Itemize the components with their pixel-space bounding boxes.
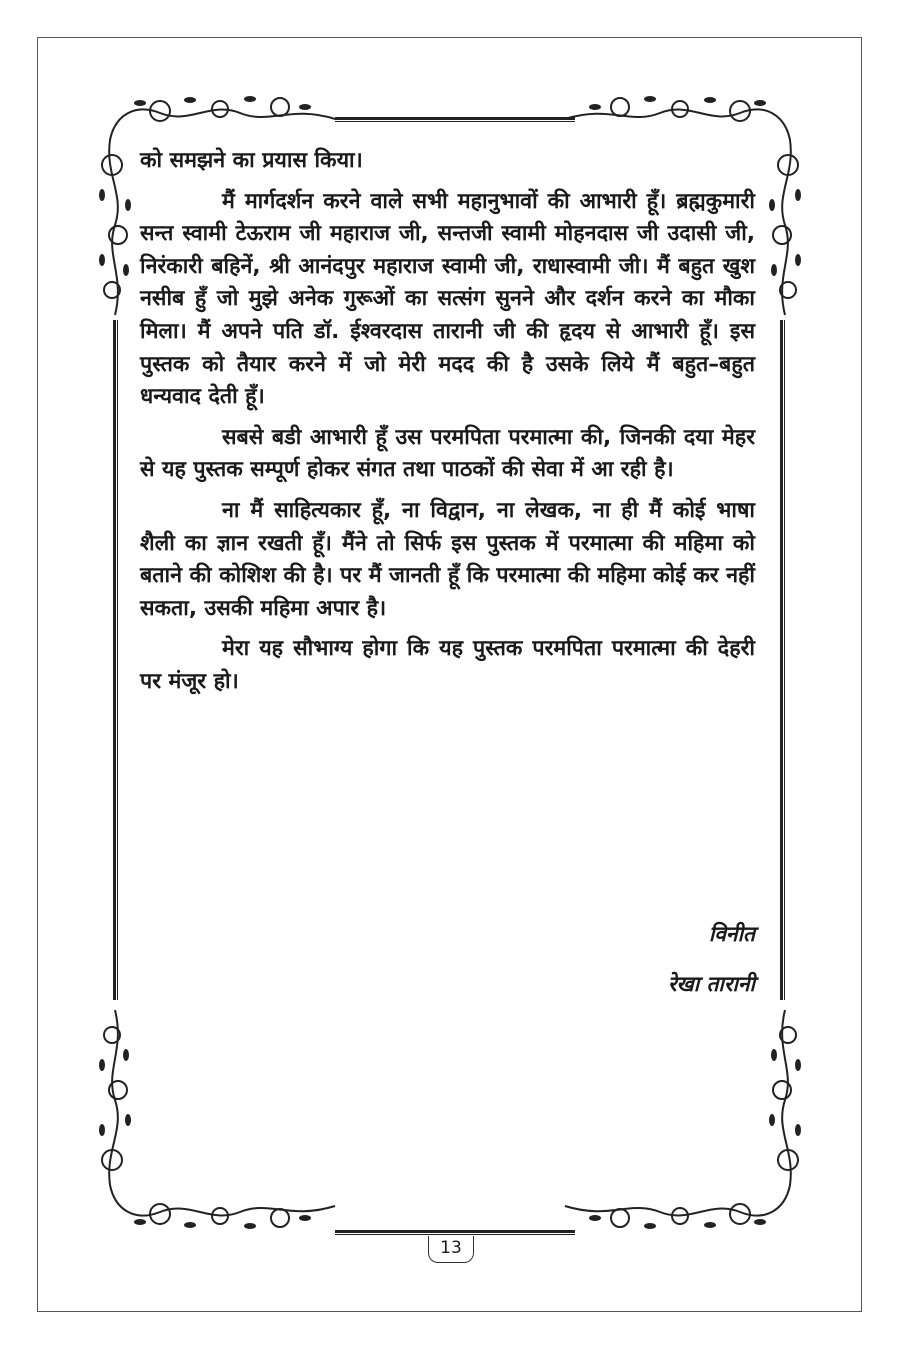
author-name: रेखा तारानी	[667, 972, 755, 996]
corner-ornament-bottom-right	[560, 1000, 810, 1240]
page-number: 13	[428, 1236, 474, 1263]
border-right-rule	[780, 320, 785, 1000]
border-top-rule	[335, 117, 575, 122]
border-bottom-rule	[335, 1230, 575, 1235]
body-text	[140, 145, 755, 699]
border-left-rule	[113, 320, 118, 1000]
paragraph: को समझने का प्रयास किया।	[140, 148, 363, 173]
corner-ornament-bottom-left	[90, 1000, 340, 1240]
closing-salutation: विनीत	[708, 922, 755, 946]
paragraph: ना मैं साहित्यकार हूँ, ना विद्वान, ना लेखक, ना ही मैं कोई भाषा शैली का ज्ञान रखती हूँ। मैंने तो सिर्फ इस पुस्तक में परमात्मा की महिमा को बताने की कोशिश की है। पर मैं जानती हूँ कि परमात्मा की महिमा कोई कर नहीं सकता, उसकी महिमा अपार है।	[140, 497, 755, 621]
paragraph: मेरा यह सौभाग्य होगा कि यह पुस्तक परमपिता परमात्मा की देहरी पर मंजूर हो।	[140, 636, 755, 694]
paragraph: सबसे बडी आभारी हूँ उस परमपिता परमात्मा की, जिनकी दया मेहर से यह पुस्तक सम्पूर्ण होकर संगत तथा पाठकों की सेवा में आ रही है।	[140, 424, 755, 483]
paragraph: मैं मार्गदर्शन करने वाले सभी महानुभावों की आभारी हूँ। ब्रह्मकुमारी सन्त स्वामी टेऊराम जी महाराज जी, सन्तजी स्वामी मोहनदास जी उदासी जी, निरंकारी बहिनें, श्री आनंदपुर महाराज स्वामी जी, राधास्वामी जी। मैं बहुत खुश नसीब हुँ जो मुझे अनेक गुरूओं का सत्संग सुनने और दर्शन करने का मौका मिला। मैं अपने पति डॉ. ईश्वरदास तारानी जी की हृदय से आभारी हूँ। इस पुस्तक को तैयार करने में जो मेरी मदद की है उसके लिये मैं बहुत–बहुत धन्यवाद देती हूँ।	[140, 188, 755, 410]
